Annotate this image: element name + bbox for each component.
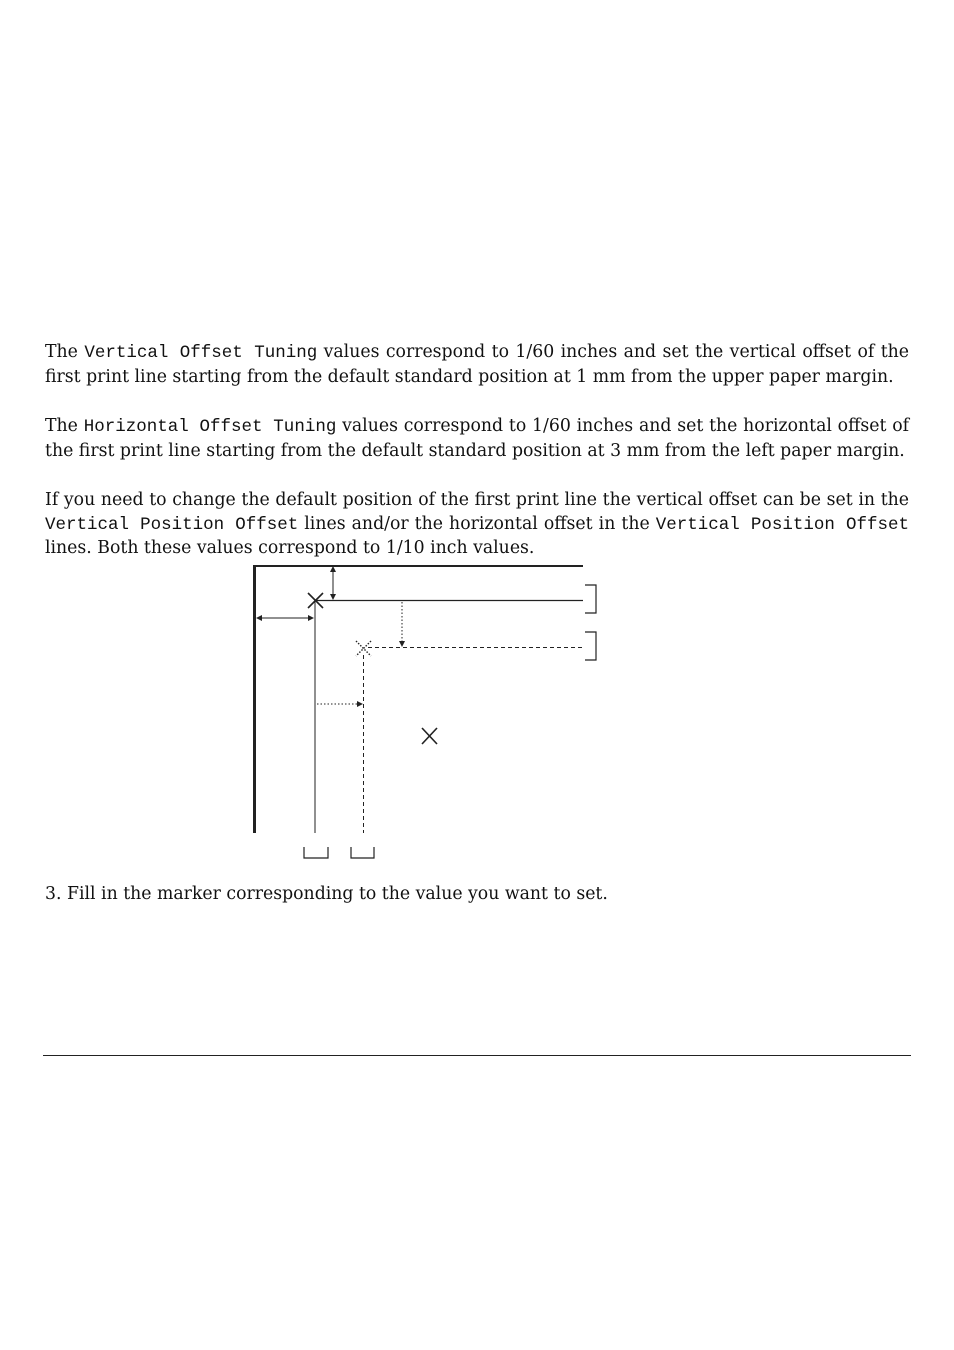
text-segment: If you need to change the default position of the first print line the vertical offset can be set in the bbox=[45, 490, 909, 510]
text-segment: The bbox=[45, 416, 84, 436]
code-term: Vertical Position Offset bbox=[45, 514, 299, 535]
print-line-bracket bbox=[585, 585, 596, 613]
text-segment: lines. Both these values correspond to 1/10 inch values. bbox=[45, 538, 535, 559]
sample-cross-marker bbox=[422, 728, 437, 744]
horizontal-offset-tuning-paragraph bbox=[45, 415, 909, 463]
offset-position-dotted-cross-marker bbox=[356, 641, 371, 656]
code-term: Horizontal Offset Tuning bbox=[83, 417, 337, 437]
code-term: Vertical Position Offset bbox=[655, 514, 909, 535]
position-offset-paragraph bbox=[45, 489, 909, 561]
arrowhead bbox=[256, 615, 262, 621]
text-segment: The bbox=[45, 342, 85, 362]
arrowhead bbox=[399, 641, 405, 647]
arrowhead bbox=[330, 594, 336, 600]
text-segment: lines and/or the horizontal offset in the bbox=[298, 513, 656, 534]
arrowhead bbox=[357, 701, 363, 707]
offset-column-bracket bbox=[351, 847, 374, 858]
text-segment: values correspond to 1/60 inches and set the vertical offset of the first print line starting from the default standard position at 1 mm from the upper paper margin. bbox=[45, 342, 909, 387]
offset-diagram bbox=[244, 560, 614, 865]
arrowhead bbox=[308, 615, 314, 621]
footer-divider bbox=[43, 1055, 911, 1056]
text-segment: values correspond to 1/60 inches and set the horizontal offset of the first print line starting from the default standard position at 3 mm from the left paper margin. bbox=[45, 416, 909, 461]
offset-line-bracket bbox=[585, 632, 596, 660]
default-column-bracket bbox=[304, 847, 328, 858]
step-3-instruction: 3. Fill in the marker corresponding to the value you want to set. bbox=[45, 884, 608, 904]
vertical-offset-tuning-paragraph bbox=[45, 341, 909, 389]
code-term: Vertical Offset Tuning bbox=[84, 343, 318, 363]
